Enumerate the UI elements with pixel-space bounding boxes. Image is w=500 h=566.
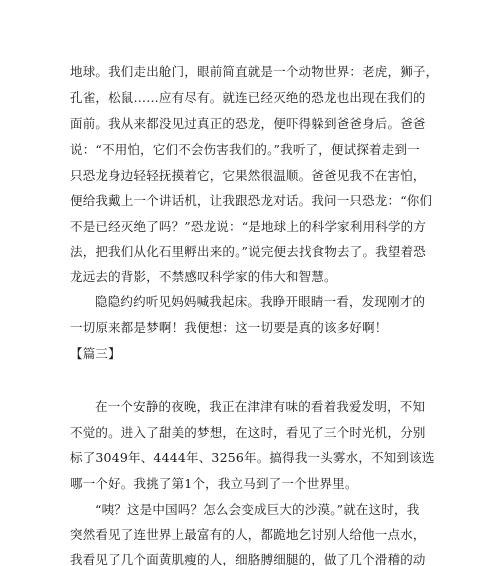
text-line: 不是已经灭绝了吗？”恐龙说：“是地球上的科学家利用科学的方 bbox=[70, 219, 427, 234]
text-line: 孔雀，松鼠……应有尽有。就连已经灭绝的恐龙也出现在我们的 bbox=[70, 90, 426, 105]
text-line: 说：“不用怕，它们不会伤害我们的。”我听了，便试探着走到一 bbox=[70, 142, 420, 157]
text-line: 不觉的。进入了甜美的梦想，在这时，看见了三个时光机，分别 bbox=[70, 425, 426, 440]
section-heading: 【篇三】 bbox=[70, 346, 121, 361]
text-line: 标了3049年、4444年、3256年。搞得我一头雾水，不知到该选 bbox=[70, 450, 435, 465]
text-line: 隐隐约约听见妈妈喊我起床。我睁开眼睛一看，发现刚才的 bbox=[95, 294, 426, 309]
text-line: 龙远去的背影，不禁感叹科学家的伟大和智慧。 bbox=[70, 269, 337, 284]
text-line: 突然看见了连世界上最富有的人，都跪地乞讨别人给他一点水， bbox=[70, 527, 426, 542]
text-line: 只恐龙身边轻轻抚摸着它，它果然很温顺。爸爸见我不在害怕， bbox=[70, 168, 426, 183]
text-line: 地球。我们走出舱门，眼前简直就是一个动物世界：老虎，狮子， bbox=[70, 64, 439, 79]
text-line: 面前。我从来都没见过真正的恐龙，便吓得躲到爸爸身后。爸爸 bbox=[70, 116, 426, 131]
text-line: 法，把我们从化石里孵出来的。”说完便去找食物去了。我望着恐 bbox=[70, 244, 426, 259]
text-line: 便给我戴上一个讲话机，让我跟恐龙对话。我问一只恐龙：“你们 bbox=[70, 193, 433, 208]
text-line: 我看见了几个面黄肌瘦的人，细胳膊细腿的，做了几个滑稽的动 bbox=[70, 552, 426, 566]
text-line: “咦？这是中国吗？怎么会变成巨大的沙漠。”就在这时，我 bbox=[95, 502, 420, 517]
text-line: 在一个安静的夜晚，我正在津津有味的看着我爱发明，不知 bbox=[95, 399, 426, 414]
text-line: 一切原来都是梦啊！我便想：这一切要是真的该多好啊！ bbox=[70, 320, 388, 335]
text-line: 哪一个好。我挑了第1个，我立马到了一个世界里。 bbox=[70, 476, 358, 491]
